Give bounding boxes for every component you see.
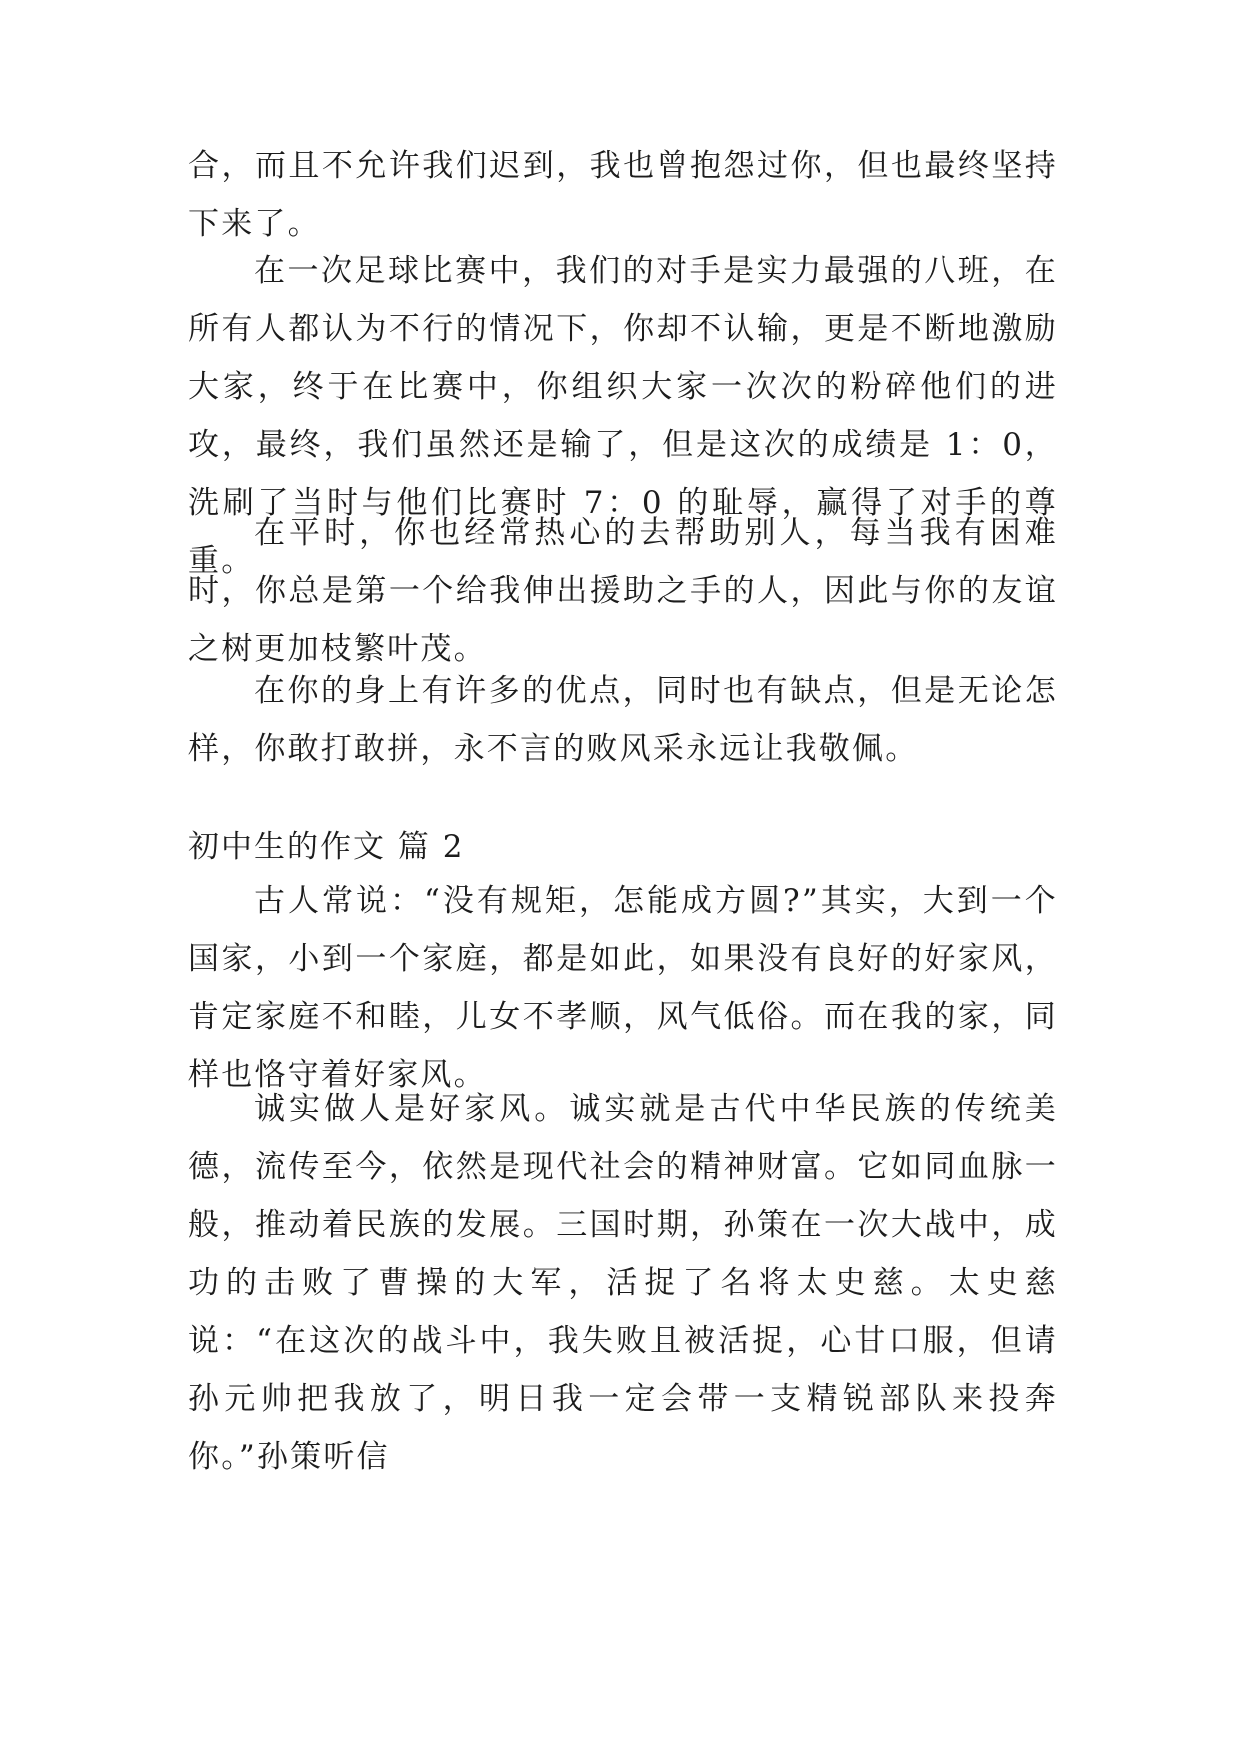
paragraph-honesty: 诚实做人是好家风。诚实就是古代中华民族的传统美德，流传至今，依然是现代社会的精神财富。它如同血脉一般，推动着民族的发展。三国时期，孙策在一次大战中，成功的击败了曹操的大军，活捉了名将太史慈。太史慈说：“在这次的战斗中，我失败且被活捉，心甘口服，但请孙元帅把我放了，明日我一定会带一支精锐部队来投奔你。”孙策听信: [188, 1091, 1058, 1475]
paragraph-continued: 合，而且不允许我们迟到，我也曾抱怨过你，但也最终坚持下来了。: [188, 148, 1058, 242]
section-title: 初中生的作文 篇 2: [188, 829, 465, 865]
paragraph-helping-others: 在平时，你也经常热心的去帮助别人，每当我有困难时，你总是第一个给我伸出援助之手的人，因此与你的友谊之树更加枝繁叶茂。: [188, 515, 1058, 667]
paragraph-football-match: 在一次足球比赛中，我们的对手是实力最强的八班，在所有人都认为不行的情况下，你却不认输，更是不断地激励大家，终于在比赛中，你组织大家一次次的粉碎他们的进攻，最终，我们虽然还是输了，但是这次的成绩是 1：0，洗刷了当时与他们比赛时 7：0 的耻辱，赢得了对手的尊重。: [188, 253, 1058, 579]
paragraph-admiration: 在你的身上有许多的优点，同时也有缺点，但是无论怎样，你敢打敢拼，永不言的败风采永远让我敬佩。: [188, 673, 1058, 767]
paragraph-family-rules: 古人常说：“没有规矩，怎能成方圆?”其实，大到一个国家，小到一个家庭，都是如此，如果没有良好的好家风，肯定家庭不和睦，儿女不孝顺，风气低俗。而在我的家，同样也恪守着好家风。: [188, 883, 1058, 1093]
